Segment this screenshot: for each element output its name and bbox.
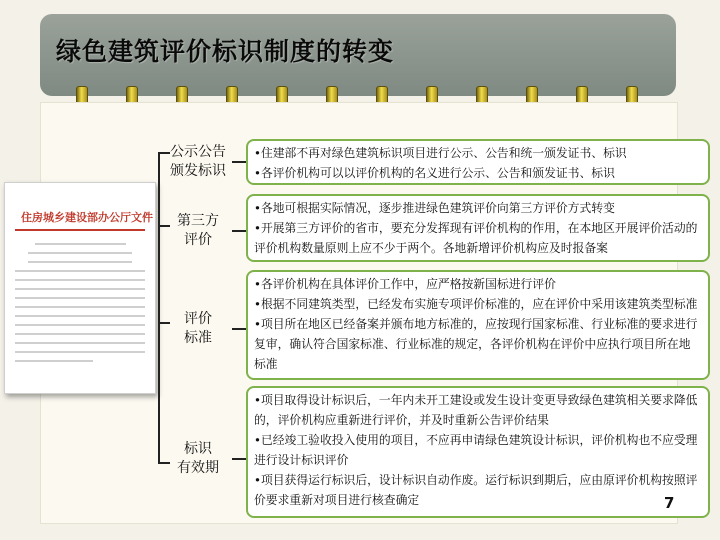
list-item: •各评价机构在具体评价工作中，应严格按新国标进行评价 bbox=[254, 277, 556, 291]
title-banner bbox=[40, 14, 676, 96]
list-item: •项目获得运行标识后，设计标识自动作废。运行标识到期后，应由原评价机构按照评价要求重新对项目进行核查确定 bbox=[254, 473, 698, 507]
category-label-line: 标准 bbox=[184, 330, 212, 346]
list-item: •开展第三方评价的省市，要充分发挥现有评价机构的作用，在本地区开展评价活动的评价机构数量原则上应不少于两个。各地新增评价机构应及时报备案 bbox=[254, 221, 698, 255]
label-connector bbox=[232, 161, 246, 163]
list-item: •项目取得设计标识后，一年内未开工建设或发生设计变更导致绿色建筑相关要求降低的，评价机构应重新进行评价，并及时重新公告评价结果 bbox=[254, 393, 698, 427]
document-thumbnail bbox=[4, 182, 156, 394]
category-label-line: 评价 bbox=[184, 311, 212, 327]
category-label-line: 第三方 bbox=[177, 213, 219, 229]
category-label-line: 有效期 bbox=[177, 460, 219, 476]
category-label-line: 公示公告 bbox=[170, 144, 226, 160]
document-heading: 住房城乡建设部办公厅文件 bbox=[21, 211, 153, 224]
page-number: 7 bbox=[664, 494, 675, 512]
tree-trunk-line bbox=[158, 152, 160, 464]
category-label bbox=[158, 310, 238, 348]
category-box bbox=[246, 194, 710, 262]
category-label bbox=[158, 212, 238, 250]
category-label bbox=[158, 143, 238, 181]
category-label-line: 评价 bbox=[184, 232, 212, 248]
label-connector bbox=[232, 328, 246, 330]
list-item: •已经竣工验收投入使用的项目，不应再申请绿色建筑设计标识，评价机构也不应受理进行设计标识评价 bbox=[254, 433, 698, 467]
document-text-lines bbox=[15, 243, 145, 369]
document-red-rule bbox=[15, 229, 145, 231]
list-item: •住建部不再对绿色建筑标识项目进行公示、公告和统一颁发证书、标识 bbox=[254, 146, 627, 160]
list-item: •项目所在地区已经备案并颁布地方标准的，应按现行国家标准、行业标准的要求进行复审，确认符合国家标准、行业标准的规定，各评价机构在评价中应执行项目所在地标准 bbox=[254, 317, 698, 371]
category-box bbox=[246, 139, 710, 185]
label-connector bbox=[232, 230, 246, 232]
list-item: •各地可根据实际情况，逐步推进绿色建筑评价向第三方评价方式转变 bbox=[254, 201, 615, 215]
category-box bbox=[246, 270, 710, 380]
label-connector bbox=[232, 458, 246, 460]
category-label-line: 颁发标识 bbox=[170, 163, 226, 179]
category-label-line: 标识 bbox=[184, 441, 212, 457]
category-box bbox=[246, 386, 710, 518]
category-label bbox=[158, 440, 238, 478]
list-item: •各评价机构可以以评价机构的名义进行公示、公告和颁发证书、标识 bbox=[254, 166, 615, 180]
list-item: •根据不同建筑类型，已经发布实施专项评价标准的，应在评价中采用该建筑类型标准 bbox=[254, 297, 698, 311]
slide-title: 绿色建筑评价标识制度的转变 bbox=[56, 37, 395, 66]
